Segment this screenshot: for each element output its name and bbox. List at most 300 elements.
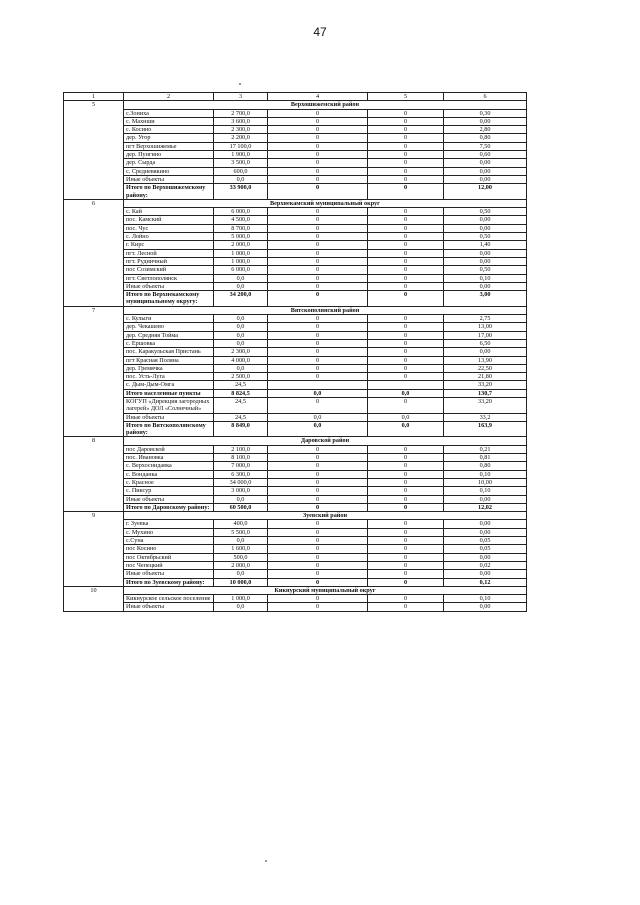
value-col3-cell: 34 200,0 (214, 291, 268, 307)
value-col5-cell: 0 (368, 167, 444, 175)
table-row (64, 397, 527, 413)
value-col6-cell: 33,20 (444, 381, 527, 389)
value-col3-cell: 5 500,0 (214, 528, 268, 536)
value-col3-cell: 0,0 (214, 570, 268, 578)
place-name-cell: Итого населенные пункты (124, 389, 214, 397)
place-name-cell: с. Верхоснидавка (124, 462, 214, 470)
value-col4-cell: 0 (268, 208, 368, 216)
value-col4-cell: 0 (268, 224, 368, 232)
total-row (64, 184, 527, 200)
table-row (64, 274, 527, 282)
value-col6-cell: 0,50 (444, 233, 527, 241)
table-row (64, 282, 527, 290)
table-row (64, 216, 527, 224)
place-name-cell: Иные объекты (124, 175, 214, 183)
value-col5-cell: 0 (368, 462, 444, 470)
value-col6-cell: 0,00 (444, 117, 527, 125)
value-col5-cell: 0 (368, 184, 444, 200)
value-col5-cell: 0 (368, 445, 444, 453)
table-row (64, 364, 527, 372)
place-name-cell: с. Пиксур (124, 487, 214, 495)
value-col6-cell: 0,00 (444, 167, 527, 175)
value-col6-cell: 0,05 (444, 537, 527, 545)
value-col3-cell: 6 000,0 (214, 266, 268, 274)
section-header-row (64, 306, 527, 314)
value-col6-cell: 0,00 (444, 520, 527, 528)
value-col5-cell: 0 (368, 503, 444, 511)
value-col4-cell: 0 (268, 561, 368, 569)
value-col3-cell: 34 000,0 (214, 478, 268, 486)
table-row (64, 208, 527, 216)
value-col4-cell: 0 (268, 339, 368, 347)
place-name-cell: с.Суна (124, 537, 214, 545)
place-name-cell: пгт. Рудничный (124, 257, 214, 265)
value-col3-cell: 6 000,0 (214, 208, 268, 216)
column-header: 6 (444, 93, 527, 101)
value-col5-cell: 0 (368, 315, 444, 323)
table-row (64, 266, 527, 274)
value-col6-cell: 0,00 (444, 257, 527, 265)
page-number: 47 (313, 25, 327, 39)
table-row (64, 241, 527, 249)
value-col6-cell: 0,00 (444, 348, 527, 356)
value-col6-cell: 13,90 (444, 356, 527, 364)
value-col5-cell: 0 (368, 570, 444, 578)
value-col5-cell: 0 (368, 249, 444, 257)
value-col3-cell: 8 849,0 (214, 421, 268, 437)
value-col3-cell: 17 100,0 (214, 142, 268, 150)
total-row (64, 291, 527, 307)
value-col4-cell: 0 (268, 282, 368, 290)
table-row (64, 249, 527, 257)
value-col5-cell: 0 (368, 134, 444, 142)
value-col5-cell: 0 (368, 159, 444, 167)
value-col3-cell: 2 500,0 (214, 373, 268, 381)
section-number: 9 (64, 512, 124, 587)
value-col3-cell: 0,0 (214, 495, 268, 503)
value-col4-cell: 0,0 (268, 421, 368, 437)
value-col5-cell: 0 (368, 520, 444, 528)
value-col3-cell: 2 700,0 (214, 109, 268, 117)
place-name-cell: пгт Красная Поляна (124, 356, 214, 364)
value-col3-cell: 2 300,0 (214, 348, 268, 356)
value-col3-cell: 4 500,0 (214, 216, 268, 224)
value-col4-cell: 0 (268, 595, 368, 603)
value-col6-cell: 3,00 (444, 291, 527, 307)
table-row (64, 478, 527, 486)
value-col4-cell: 0 (268, 159, 368, 167)
value-col5-cell (368, 381, 444, 389)
place-name-cell: пгт Верхошижемье (124, 142, 214, 150)
value-col3-cell: 0,0 (214, 175, 268, 183)
value-col4-cell: 0 (268, 167, 368, 175)
value-col4-cell (268, 381, 368, 389)
scan-speck (239, 83, 241, 85)
value-col3-cell: 600,0 (214, 167, 268, 175)
value-col5-cell: 0 (368, 553, 444, 561)
place-name-cell: Итого по Вятскополянскому району: (124, 421, 214, 437)
section-number: 8 (64, 437, 124, 512)
place-name-cell: с. Красное (124, 478, 214, 486)
value-col4-cell: 0 (268, 249, 368, 257)
place-name-cell: г. Кирс (124, 241, 214, 249)
value-col6-cell: 13,00 (444, 323, 527, 331)
value-col5-cell: 0 (368, 151, 444, 159)
value-col3-cell: 24,5 (214, 413, 268, 421)
value-col4-cell: 0 (268, 462, 368, 470)
region-title: Кикнурский муниципальный округ (124, 586, 527, 594)
value-col4-cell: 0 (268, 364, 368, 372)
value-col6-cell: 2,80 (444, 126, 527, 134)
value-col3-cell: 0,0 (214, 603, 268, 611)
value-col5-cell: 0 (368, 356, 444, 364)
value-col4-cell: 0,0 (268, 389, 368, 397)
value-col6-cell: 0,00 (444, 224, 527, 232)
column-header: 3 (214, 93, 268, 101)
table-row (64, 470, 527, 478)
table-row (64, 348, 527, 356)
data-table (63, 92, 527, 612)
table-row (64, 603, 527, 611)
value-col4-cell: 0 (268, 445, 368, 453)
value-col3-cell: 500,0 (214, 553, 268, 561)
total-row (64, 578, 527, 586)
place-name-cell: Иные объекты (124, 570, 214, 578)
value-col3-cell: 0,0 (214, 274, 268, 282)
table-row (64, 445, 527, 453)
value-col4-cell: 0 (268, 126, 368, 134)
value-col4-cell: 0 (268, 528, 368, 536)
table-row (64, 126, 527, 134)
place-name-cell: с. Средневякино (124, 167, 214, 175)
value-col6-cell: 0,00 (444, 528, 527, 536)
value-col5-cell: 0 (368, 603, 444, 611)
table-row (64, 561, 527, 569)
value-col6-cell: 0,00 (444, 175, 527, 183)
place-name-cell: Итого по Зуевскому району: (124, 578, 214, 586)
table-row (64, 373, 527, 381)
value-col5-cell: 0 (368, 257, 444, 265)
value-col4-cell: 0 (268, 274, 368, 282)
value-col6-cell: 0,10 (444, 595, 527, 603)
value-col3-cell: 0,0 (214, 282, 268, 290)
value-col4-cell: 0 (268, 397, 368, 413)
place-name-cell: Итого по Верхнекамскому муниципальному округу: (124, 291, 214, 307)
section-header-row (64, 586, 527, 594)
place-name-cell: с. Лойно (124, 233, 214, 241)
value-col4-cell: 0 (268, 495, 368, 503)
value-col4-cell: 0 (268, 470, 368, 478)
value-col5-cell: 0 (368, 595, 444, 603)
value-col5-cell: 0 (368, 373, 444, 381)
place-name-cell: Иные объекты (124, 495, 214, 503)
value-col4-cell: 0 (268, 241, 368, 249)
value-col3-cell: 0,0 (214, 323, 268, 331)
value-col6-cell: 0,81 (444, 454, 527, 462)
place-name-cell: с. Дым-Дым-Омга (124, 381, 214, 389)
total-row (64, 421, 527, 437)
value-col6-cell: 12,02 (444, 503, 527, 511)
value-col6-cell: 0,00 (444, 249, 527, 257)
value-col3-cell: 2 300,0 (214, 126, 268, 134)
table-row (64, 315, 527, 323)
table-row (64, 487, 527, 495)
section-header-row (64, 101, 527, 109)
value-col6-cell: 0,60 (444, 151, 527, 159)
table-row (64, 553, 527, 561)
table-row (64, 595, 527, 603)
value-col5-cell: 0,0 (368, 389, 444, 397)
value-col3-cell: 24,5 (214, 397, 268, 413)
table-row (64, 167, 527, 175)
value-col3-cell: 6 300,0 (214, 470, 268, 478)
place-name-cell: пос. Камский (124, 216, 214, 224)
place-name-cell: Итого по Даровскому району: (124, 503, 214, 511)
value-col6-cell: 0,10 (444, 274, 527, 282)
value-col6-cell: 0,80 (444, 462, 527, 470)
place-name-cell: с. Ершовка (124, 339, 214, 347)
value-col3-cell: 2 200,0 (214, 134, 268, 142)
value-col5-cell: 0 (368, 126, 444, 134)
value-col6-cell: 0,21 (444, 445, 527, 453)
value-col5-cell: 0 (368, 216, 444, 224)
value-col6-cell: 130,7 (444, 389, 527, 397)
value-col4-cell: 0 (268, 537, 368, 545)
value-col4-cell: 0 (268, 503, 368, 511)
table-row (64, 134, 527, 142)
value-col4-cell: 0 (268, 553, 368, 561)
value-col5-cell: 0 (368, 291, 444, 307)
value-col5-cell: 0 (368, 495, 444, 503)
place-name-cell: пгт. Светлополянск (124, 274, 214, 282)
value-col3-cell: 8 824,5 (214, 389, 268, 397)
value-col5-cell: 0 (368, 323, 444, 331)
value-col3-cell: 3 500,0 (214, 159, 268, 167)
value-col3-cell: 3 000,0 (214, 487, 268, 495)
value-col4-cell: 0 (268, 520, 368, 528)
value-col3-cell: 4 000,0 (214, 356, 268, 364)
value-col5-cell: 0 (368, 266, 444, 274)
value-col4-cell: 0 (268, 570, 368, 578)
table-row (64, 570, 527, 578)
value-col6-cell: 163,9 (444, 421, 527, 437)
value-col3-cell: 33 900,0 (214, 184, 268, 200)
value-col3-cell: 1 000,0 (214, 595, 268, 603)
value-col5-cell: 0 (368, 282, 444, 290)
value-col4-cell: 0 (268, 348, 368, 356)
table-row (64, 323, 527, 331)
region-title: Зуевский район (124, 512, 527, 520)
table-row (64, 175, 527, 183)
value-col5-cell: 0 (368, 397, 444, 413)
table-row (64, 109, 527, 117)
table-row (64, 520, 527, 528)
value-col6-cell: 0,50 (444, 208, 527, 216)
value-col5-cell: 0 (368, 109, 444, 117)
place-name-cell: пос Даровской (124, 445, 214, 453)
place-name-cell: пос. Усть-Луга (124, 373, 214, 381)
place-name-cell: пос. Каракульская Пристань (124, 348, 214, 356)
value-col4-cell: 0 (268, 578, 368, 586)
total-row (64, 503, 527, 511)
place-name-cell: дер. Средняя Тойма (124, 331, 214, 339)
value-col5-cell: 0 (368, 348, 444, 356)
place-name-cell: дер. Чекашево (124, 323, 214, 331)
value-col4-cell: 0 (268, 175, 368, 183)
value-col5-cell: 0 (368, 117, 444, 125)
place-name-cell: с. Мухино (124, 528, 214, 536)
value-col6-cell: 0,00 (444, 603, 527, 611)
subtotal-row (64, 389, 527, 397)
value-col3-cell: 24,5 (214, 381, 268, 389)
value-col3-cell: 60 500,0 (214, 503, 268, 511)
value-col6-cell: 0,10 (444, 487, 527, 495)
value-col3-cell: 0,0 (214, 315, 268, 323)
value-col4-cell: 0 (268, 117, 368, 125)
value-col3-cell: 2 000,0 (214, 561, 268, 569)
section-header-row (64, 199, 527, 207)
value-col6-cell: 0,05 (444, 545, 527, 553)
value-col4-cell: 0 (268, 315, 368, 323)
value-col6-cell: 0,00 (444, 159, 527, 167)
value-col4-cell: 0 (268, 151, 368, 159)
place-name-cell: Иные объекты (124, 603, 214, 611)
value-col4-cell: 0 (268, 373, 368, 381)
value-col5-cell: 0 (368, 241, 444, 249)
place-name-cell: с. Вонданка (124, 470, 214, 478)
value-col4-cell: 0 (268, 184, 368, 200)
table-row (64, 537, 527, 545)
place-name-cell: с. Кулыги (124, 315, 214, 323)
value-col6-cell: 12,00 (444, 184, 527, 200)
value-col3-cell: 2 000,0 (214, 241, 268, 249)
value-col5-cell: 0,0 (368, 421, 444, 437)
value-col5-cell: 0 (368, 331, 444, 339)
value-col6-cell: 10,00 (444, 478, 527, 486)
place-name-cell: с. Косино (124, 126, 214, 134)
value-col6-cell: 0,00 (444, 553, 527, 561)
section-number: 7 (64, 306, 124, 437)
region-title: Верхошижемский район (124, 101, 527, 109)
table-row (64, 356, 527, 364)
place-name-cell: г. Зуевка (124, 520, 214, 528)
place-name-cell: Кикнурское сельское поселение (124, 595, 214, 603)
value-col5-cell: 0 (368, 561, 444, 569)
table-row (64, 151, 527, 159)
value-col6-cell: 33,2 (444, 413, 527, 421)
scan-speck (265, 860, 267, 862)
table-row (64, 142, 527, 150)
value-col3-cell: 3 600,0 (214, 117, 268, 125)
place-name-cell: пос. Чус (124, 224, 214, 232)
value-col5-cell: 0 (368, 545, 444, 553)
place-name-cell: пос. Ивановка (124, 454, 214, 462)
section-header-row (64, 512, 527, 520)
place-name-cell: дер. Пунгино (124, 151, 214, 159)
table-row (64, 233, 527, 241)
value-col6-cell: 0,10 (444, 470, 527, 478)
value-col6-cell: 22,50 (444, 364, 527, 372)
place-name-cell: с. Кай (124, 208, 214, 216)
value-col5-cell: 0 (368, 487, 444, 495)
value-col5-cell: 0 (368, 175, 444, 183)
value-col3-cell: 1 000,0 (214, 249, 268, 257)
value-col5-cell: 0,0 (368, 413, 444, 421)
value-col6-cell: 0,02 (444, 561, 527, 569)
value-col4-cell: 0 (268, 233, 368, 241)
section-number: 5 (64, 101, 124, 200)
column-header-row (64, 93, 527, 101)
value-col5-cell: 0 (368, 528, 444, 536)
place-name-cell: пос Чепецкий (124, 561, 214, 569)
value-col4-cell: 0 (268, 134, 368, 142)
table-row (64, 381, 527, 389)
place-name-cell: пос Октябрьский (124, 553, 214, 561)
value-col3-cell: 8 700,0 (214, 224, 268, 232)
value-col6-cell: 6,50 (444, 339, 527, 347)
value-col6-cell: 17,00 (444, 331, 527, 339)
value-col3-cell: 0,0 (214, 339, 268, 347)
value-col5-cell: 0 (368, 578, 444, 586)
value-col4-cell: 0 (268, 109, 368, 117)
place-name-cell: КОГУП «Дирекция загородных лагерей» ДОЛ «Солнечный» (124, 397, 214, 413)
value-col5-cell: 0 (368, 478, 444, 486)
table-row (64, 117, 527, 125)
table-row (64, 339, 527, 347)
value-col4-cell: 0 (268, 323, 368, 331)
value-col5-cell: 0 (368, 224, 444, 232)
value-col3-cell: 2 100,0 (214, 445, 268, 453)
value-col6-cell: 0,00 (444, 216, 527, 224)
value-col4-cell: 0 (268, 266, 368, 274)
value-col4-cell: 0 (268, 454, 368, 462)
column-header: 2 (124, 93, 214, 101)
value-col5-cell: 0 (368, 233, 444, 241)
table-row (64, 454, 527, 462)
value-col6-cell: 7,50 (444, 142, 527, 150)
value-col3-cell: 1 600,0 (214, 545, 268, 553)
value-col3-cell: 1 000,0 (214, 257, 268, 265)
place-name-cell: пгт. Лесной (124, 249, 214, 257)
value-col4-cell: 0 (268, 142, 368, 150)
value-col6-cell: 21,80 (444, 373, 527, 381)
value-col6-cell: 2,75 (444, 315, 527, 323)
value-col4-cell: 0 (268, 545, 368, 553)
value-col6-cell: 0,00 (444, 570, 527, 578)
value-col3-cell: 0,0 (214, 537, 268, 545)
value-col6-cell: 1,40 (444, 241, 527, 249)
value-col4-cell: 0 (268, 356, 368, 364)
place-name-cell: с.Зониха (124, 109, 214, 117)
table-row (64, 159, 527, 167)
table-row (64, 257, 527, 265)
value-col6-cell: 0,00 (444, 495, 527, 503)
value-col3-cell: 5 000,0 (214, 233, 268, 241)
value-col5-cell: 0 (368, 274, 444, 282)
value-col4-cell: 0 (268, 216, 368, 224)
value-col5-cell: 0 (368, 470, 444, 478)
table-row (64, 462, 527, 470)
value-col6-cell: 0,30 (444, 109, 527, 117)
table-row (64, 495, 527, 503)
region-title: Вятскополянский район (124, 306, 527, 314)
region-title: Даровской район (124, 437, 527, 445)
value-col4-cell: 0 (268, 478, 368, 486)
place-name-cell: Иные объекты (124, 282, 214, 290)
region-title: Верхнекамский муниципальный округ (124, 199, 527, 207)
place-name-cell: дер. Угор (124, 134, 214, 142)
value-col3-cell: 1 900,0 (214, 151, 268, 159)
